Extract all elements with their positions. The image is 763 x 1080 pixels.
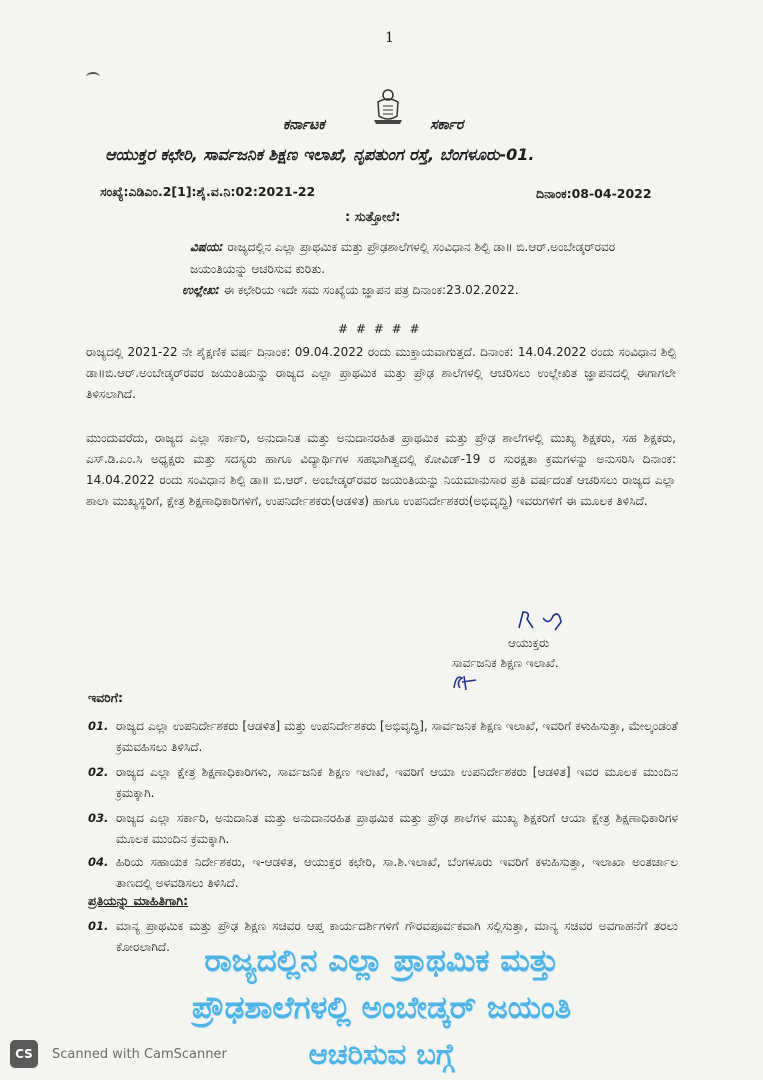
item-number: 01. xyxy=(88,919,109,933)
reference-text: ಈ ಕಛೇರಿಯ ಇದೇ ಸಮ ಸಂಖ್ಯೆಯ ಜ್ಞಾಪನ ಪತ್ರ ದಿನಾಂಕ:23.02.2022. xyxy=(223,283,519,297)
item-number: 02. xyxy=(88,765,109,779)
body-paragraph-1: ರಾಜ್ಯದಲ್ಲಿ 2021-22 ನೇ ಶೈಕ್ಷಣಿಕ ವರ್ಷ ದಿನಾಂಕ: 09.04.2022 ರಂದು ಮುಕ್ತಾಯವಾಗುತ್ತದೆ. ದಿನಾಂಕ: 14.04.2022 ರಂದು ಸಂವಿಧಾನ ಶಿಲ್ಪಿ ಡಾ॥ಬಿ.ಆರ್.ಅಂಬೇಡ್ಕರ್‌ರವರ ಜಯಂತಿಯನ್ನು ರಾಜ್ಯದ ಎಲ್ಲಾ ಪ್ರಾಥಮಿಕ ಮತ್ತು ಪ್ರೌಢ ಶಾಲೆಗಳಲ್ಲಿ ಆಚರಿಸಲು ಉಲ್ಲೇಖಿತ ಜ್ಞಾಪನದಲ್ಲಿ ಈಗಾಗಲೇ ತಿಳಿಸಲಾಗಿದೆ. xyxy=(86,345,676,401)
item-text: ಹಿರಿಯ ಸಹಾಯಕ ನಿರ್ದೇಶಕರು, ಇ-ಆಡಳಿತ, ಆಯುಕ್ತರ ಕಛೇರಿ, ಸಾ.ಶಿ.ಇಲಾಖೆ, ಬೆಂಗಳೂರು ಇವರಿಗೆ ಕಳುಹಿಸುತ್ತಾ, ಇಲಾಖಾ ಅಂತರ್ಜಾಲ ತಾಣದಲ್ಲಿ ಅಳವಡಿಸಲು ತಿಳಿಸಿದೆ. xyxy=(116,855,678,890)
recipient-item xyxy=(88,716,678,758)
overlay-caption-line-2: ಪ್ರೌಢಶಾಲೆಗಳಲ್ಲಿ ಅಂಬೇಡ್ಕರ್ ಜಯಂತಿ xyxy=(191,990,572,1026)
body-paragraph-2: ಮುಂದುವರೆದು, ರಾಜ್ಯದ ಎಲ್ಲಾ ಸರ್ಕಾರಿ, ಅನುದಾನಿತ ಮತ್ತು ಅನುದಾನರಹಿತ ಪ್ರಾಥಮಿಕ ಮತ್ತು ಪ್ರೌಢ ಶಾಲೆಗಳಲ್ಲಿ ಮುಖ್ಯ ಶಿಕ್ಷಕರು, ಸಹ ಶಿಕ್ಷಕರು, ಎಸ್.ಡಿ.ಎಂ.ಸಿ ಅಧ್ಯಕ್ಷರು ಮತ್ತು ಸದಸ್ಯರು ಹಾಗೂ ವಿದ್ಯಾರ್ಥಿಗಳ ಸಹಭಾಗಿತ್ವದಲ್ಲಿ ಕೋವಿಡ್-19 ರ ಸುರಕ್ಷತಾ ಕ್ರಮಗಳನ್ನು ಅನುಸರಿಸಿ ದಿನಾಂಕ: 14.04.2022 ರಂದು ಸಂವಿಧಾನ ಶಿಲ್ಪಿ ಡಾ॥ ಬಿ.ಆರ್. ಅಂಬೇಡ್ಕರ್‌ರವರ ಜಯಂತಿಯನ್ನು ನಿಯಮಾನುಸಾರ ಪ್ರತಿ ವರ್ಷದಂತೆ ಆಚರಿಸಲು ರಾಜ್ಯದ ಎಲ್ಲಾ ಶಾಲಾ ಮುಖ್ಯಸ್ಥರಿಗೆ, ಕ್ಷೇತ್ರ ಶಿಕ್ಷಣಾಧಿಕಾರಿಗಳಿಗೆ, ಉಪನಿರ್ದೇಶಕರು(ಆಡಳಿತ) ಹಾಗೂ ಉಪನಿರ್ದೇಶಕರು(ಅಭಿವೃದ್ಧಿ) ಇವರುಗಳಿಗೆ ಈ ಮೂಲಕ ತಿಳಿಸಿದೆ. xyxy=(86,431,676,508)
gov-label-left: ಕರ್ನಾಟಕ xyxy=(283,117,325,133)
circular-title: : ಸುತ್ತೋಲೆ: xyxy=(345,210,401,225)
overlay-caption-line-3: ಆಚರಿಸುವ ಬಗ್ಗೆ xyxy=(308,1037,455,1071)
page-number: 1 xyxy=(385,30,394,46)
state-emblem-icon xyxy=(370,86,406,126)
camscanner-logo-icon: CS xyxy=(10,1040,38,1068)
recipient-item xyxy=(88,852,678,894)
copy-to-heading: ಪ್ರತಿಯನ್ನು ಮಾಹಿತಿಗಾಗಿ: xyxy=(88,893,189,908)
item-number: 03. xyxy=(88,811,109,825)
reference-label: ಉಲ್ಲೇಖ: xyxy=(182,283,220,297)
separator: # # # # # xyxy=(338,322,422,336)
item-number: 04. xyxy=(88,855,109,869)
signatory-department: ಸಾರ್ವಜನಿಕ ಶಿಕ್ಷಣ ಇಲಾಖೆ. xyxy=(452,656,559,670)
subject-line xyxy=(190,236,670,280)
reference-number: ಸಂಖ್ಯೆ:ಎಡಿಎಂ.2[1]:ಶೈ.ವ.ನಿ:02:2021-22 xyxy=(100,184,316,199)
signature xyxy=(515,608,565,634)
scanner-watermark: Scanned with CamScanner xyxy=(52,1047,227,1062)
item-text: ರಾಜ್ಯದ ಎಲ್ಲಾ ಉಪನಿರ್ದೇಶಕರು [ಆಡಳಿತ] ಮತ್ತು ಉಪನಿರ್ದೇಶಕರು [ಅಭಿವೃದ್ಧಿ], ಸಾರ್ವಜನಿಕ ಶಿಕ್ಷಣ ಇಲಾಖೆ, ಇವರಿಗೆ ಕಳುಹಿಸುತ್ತಾ, ಮೇಲ್ಕಂಡಂತೆ ಕ್ರಮವಹಿಸಲು ತಿಳಿಸಿದೆ. xyxy=(116,719,678,754)
item-number: 01. xyxy=(88,719,109,733)
margin-mark xyxy=(86,72,100,82)
overlay-caption-line-1: ರಾಜ್ಯದಲ್ಲಿನ ಎಲ್ಲಾ ಪ್ರಾಥಮಿಕ ಮತ್ತು xyxy=(204,943,559,979)
item-text: ರಾಜ್ಯದ ಎಲ್ಲಾ ಸರ್ಕಾರಿ, ಅನುದಾನಿತ ಮತ್ತು ಅನುದಾನರಹಿತ ಪ್ರಾಥಮಿಕ ಮತ್ತು ಪ್ರೌಢ ಶಾಲೆಗಳ ಮುಖ್ಯ ಶಿಕ್ಷಕರಿಗೆ ಆಯಾ ಕ್ಷೇತ್ರ ಶಿಕ್ಷಣಾಧಿಕಾರಿಗಳ ಮೂಲಕ ಮುಂದಿನ ಕ್ರಮಕ್ಕಾಗಿ. xyxy=(116,811,678,846)
recipient-item xyxy=(88,762,678,804)
reference-line xyxy=(182,283,682,298)
recipient-item xyxy=(88,808,678,850)
recipients-heading: ಇವರಿಗೆ: xyxy=(88,690,124,705)
item-text: ರಾಜ್ಯದ ಎಲ್ಲಾ ಕ್ಷೇತ್ರ ಶಿಕ್ಷಣಾಧಿಕಾರಿಗಳು, ಸಾರ್ವಜನಿಕ ಶಿಕ್ಷಣ ಇಲಾಖೆ, ಇವರಿಗೆ ಆಯಾ ಉಪನಿರ್ದೇಶಕರು [ಆಡಳಿತ] ಇವರ ಮೂಲಕ ಮುಂದಿನ ಕ್ರಮಕ್ಕಾಗಿ. xyxy=(116,765,678,800)
subject-text: ರಾಜ್ಯದಲ್ಲಿನ ಎಲ್ಲಾ ಪ್ರಾಥಮಿಕ ಮತ್ತು ಪ್ರೌಢಶಾಲೆಗಳಲ್ಲಿ ಸಂವಿಧಾನ ಶಿಲ್ಪಿ ಡಾ॥ ಬಿ.ಆರ್.ಅಂಬೇಡ್ಕರ್‌ರವರ ಜಯಂತಿಯನ್ನು ಆಚರಿಸುವ ಕುರಿತು. xyxy=(190,240,616,276)
signatory-title: ಆಯುಕ್ತರು xyxy=(508,636,550,650)
initials-signature xyxy=(450,672,480,692)
office-heading: ಆಯುಕ್ತರ ಕಛೇರಿ, ಸಾರ್ವಜನಿಕ ಶಿಕ್ಷಣ ಇಲಾಖೆ, ನೃಪತುಂಗ ರಸ್ತೆ, ಬೆಂಗಳೂರು-01. xyxy=(105,145,535,164)
document-date: ದಿನಾಂಕ:08-04-2022 xyxy=(536,186,652,201)
item-text: ಮಾನ್ಯ ಪ್ರಾಥಮಿಕ ಮತ್ತು ಪ್ರೌಢ ಶಿಕ್ಷಣ ಸಚಿವರ ಆಪ್ತ ಕಾರ್ಯದರ್ಶಿಗಳಿಗೆ ಗೌರವಪೂರ್ವಕವಾಗಿ ಸಲ್ಲಿಸುತ್ತಾ, ಮಾನ್ಯ ಸಚಿವರ ಅವಗಾಹನೆಗೆ ತರಲು ಕೋರಲಾಗಿದೆ. xyxy=(116,919,678,954)
subject-label: ವಿಷಯ: xyxy=(190,240,224,254)
gov-label-right: ಸರ್ಕಾರ xyxy=(430,117,464,133)
